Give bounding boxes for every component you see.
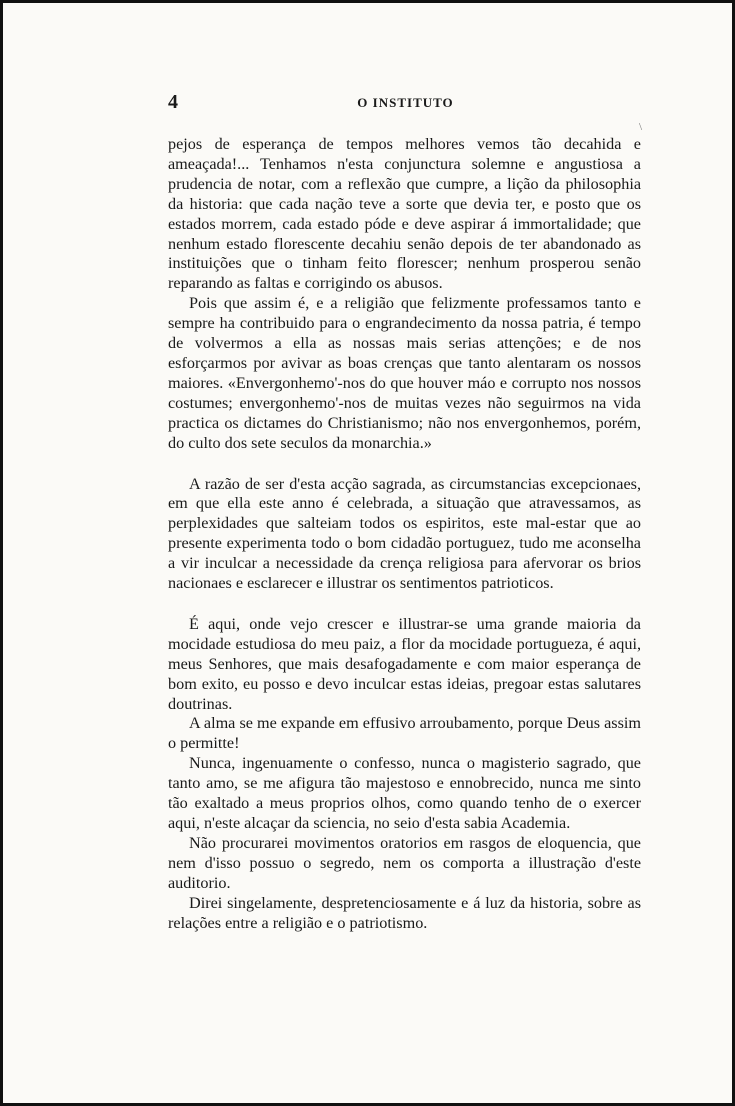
paragraph: Não procurarei movimentos oratorios em rasgos de eloquencia, que nem d'isso possuo o segredo, nem os comporta a illustração d'este auditorio. xyxy=(168,833,641,892)
paragraph-continuation: pejos de esperança de tempos melhores vemos tão decahida e ameaçada!... Tenhamos n'esta conjunctura solemne e angustiosa a prudencia de notar, com a reflexão que cumpre, a lição da philosophia da historia: que cada nação teve a sorte que devia ter, e posto que os estados morrem, cada estado póde e deve aspirar á immortalidade; que nenhum estado florescente decahiu senão depois de ter abandonado as instituições que o tinham feito florescer; nenhum prosperou senão reparando as faltas e corrigindo os abusos. xyxy=(168,135,641,293)
paragraph: A alma se me expande em effusivo arroubamento, porque Deus assim o permitte! xyxy=(168,714,641,753)
paragraph: É aqui, onde vejo crescer e illustrar-se uma grande maioria da mocidade estudiosa do meu paiz, a flor da mocidade portugueza, é aqui, meus Senhores, que mais desafogadamente e com maior esperança de bom exito, eu posso e devo inculcar estas ideias, pregoar estas salutares doutrinas. xyxy=(168,614,641,713)
paragraph: Direi singelamente, despretenciosamente e á luz da historia, sobre as relações entre a religião e o patriotismo. xyxy=(168,893,641,932)
body-text xyxy=(168,135,641,933)
paragraph: Nunca, ingenuamente o confesso, nunca o magisterio sagrado, que tanto amo, se me afigura tão majestoso e ennobrecido, nunca me sinto tão exaltado a meus proprios olhos, como quando tenho de o exercer aqui, n'este alcaçar da sciencia, no seio d'esta sabia Academia. xyxy=(168,754,641,832)
page-number: 4 xyxy=(168,91,178,113)
stray-mark: \ xyxy=(639,121,643,133)
running-title: O INSTITUTO xyxy=(357,95,454,110)
paragraph: Pois que assim é, e a religião que felizmente professamos tanto e sempre ha contribuido para o engrandecimento da nossa patria, é tempo de volvermos a ella as nossas mais serias attenções; e de nos esforçarmos por avivar as boas crenças que tanto alentaram os nossos maiores. «Envergonhemo'-nos do que houver máo e corrupto nos nossos costumes; envergonhemo'-nos de muitas vezes não seguirmos na vida practica os dictames do Christianismo; não nos envergonhemos, porém, do culto dos sete seculos da monarchia.» xyxy=(168,294,641,452)
page-header xyxy=(168,91,643,119)
paragraph: A razão de ser d'esta acção sagrada, as circumstancias excepcionaes, em que ella este anno é celebrada, a situação que atravessamos, as perplexidades que salteiam todos os espiritos, este mal-estar que ao presente experimenta todo o bom cidadão portuguez, tudo me aconselha a vir inculcar a necessidade da crença religiosa para afervorar os brios nacionaes e esclarecer e illustrar os sentimentos patrioticos. xyxy=(168,474,641,593)
